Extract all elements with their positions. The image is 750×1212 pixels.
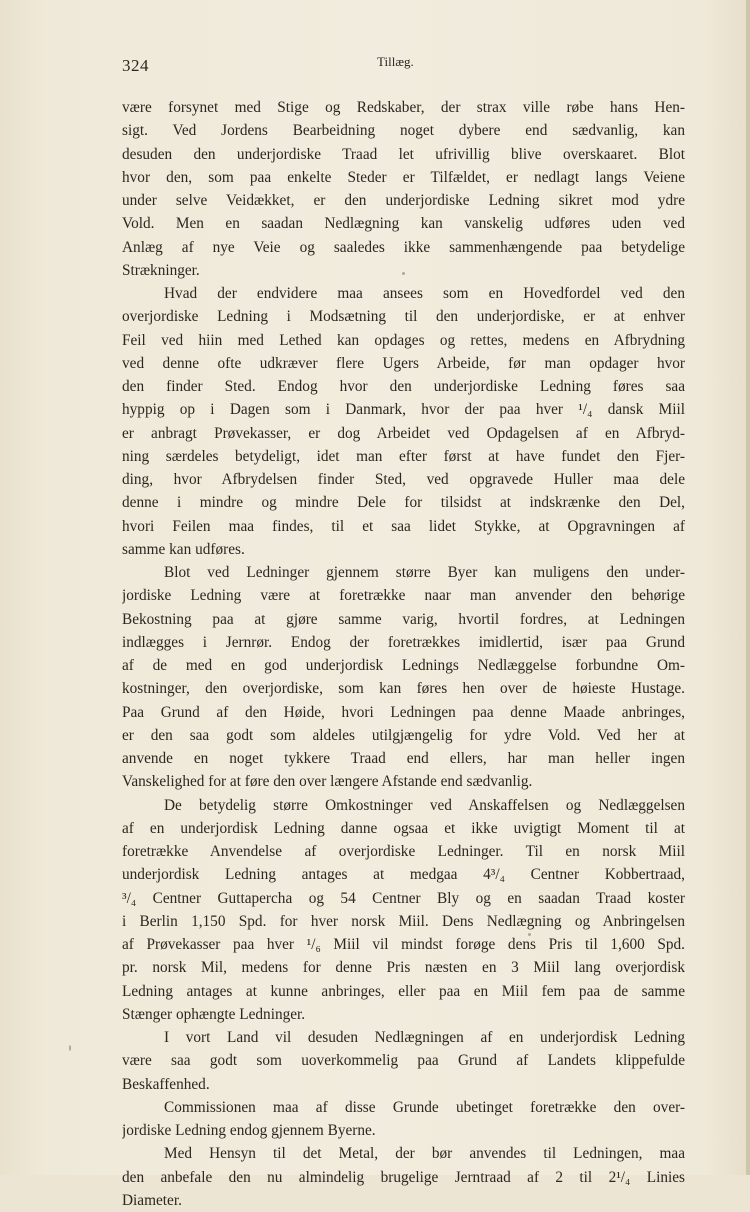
text-line: ³/₄ Centner Guttapercha og 54 Centner Bly og en saadan Traad koster [122, 889, 685, 907]
text-line: hvori Feilen maa findes, til et saa lidet Stykke, at Opgravningen af [122, 517, 685, 535]
text-line: jordiske Ledning endog gjennem Byerne. [122, 1122, 376, 1139]
text-line: er anbragt Prøvekasser, er dog Arbeidet ved Opdagelsen af en Afbryd- [122, 424, 685, 442]
text-line: denne i mindre og mindre Dele for tilsidst at indskrænke den Del, [122, 494, 685, 512]
text-line: Paa Grund af den Høide, hvori Ledningen paa denne Maade anbringes, [122, 703, 685, 721]
text-line: desuden den underjordiske Traad let ufrivillig blive overskaaret. Blot [122, 145, 685, 163]
body-text [122, 96, 685, 1212]
text-line: ning særdeles betydeligt, idet man efter først at have fundet den Fjer- [122, 447, 685, 465]
text-line: Commissionen maa af disse Grunde ubetinget foretrække den over- [164, 1098, 685, 1116]
text-line: den anbefale den nu almindelig brugelige Jerntraad af 2 til 2¹/₄ Linies [122, 1168, 685, 1186]
text-line: Med Hensyn til det Metal, der bør anvendes til Ledningen, maa [164, 1145, 685, 1163]
text-line: I vort Land vil desuden Nedlægningen af en underjordisk Ledning [164, 1029, 685, 1046]
text-line: kostninger, den overjordiske, som kan føres hen over de høieste Hustage. [122, 680, 685, 698]
text-line: under selve Veidækket, er den underjordiske Ledning sikret mod ydre [122, 192, 685, 209]
text-line: være saa godt som uoverkommelig paa Grund af Landets klippefulde [122, 1052, 685, 1070]
text-line: Anlæg af nye Veie og saaledes ikke sammenhængende paa betydelige [122, 238, 685, 256]
text-line: hyppig op i Dagen som i Danmark, hvor der paa hver ¹/₄ dansk Miil [122, 401, 685, 419]
text-line: indlægges i Jernrør. Endog der foretrækkes imidlertid, især paa Grund [122, 633, 685, 651]
page-header [122, 50, 632, 80]
paper-speck [528, 933, 531, 936]
text-line: den finder Sted. Endog hvor den underjordiske Ledning føres saa [122, 378, 685, 395]
paper-speck [69, 1045, 71, 1051]
text-line: af en underjordisk Ledning danne ogsaa et ikke uvigtigt Moment til at [122, 819, 685, 837]
text-line: i Berlin 1,150 Spd. for hver norsk Miil. Dens Nedlægning og Anbringelsen [122, 912, 685, 930]
text-line: De betydelig større Omkostninger ved Anskaffelsen og Nedlæggelsen [164, 796, 685, 814]
text-line: foretrække Anvendelse af overjordiske Ledninger. Til en norsk Miil [122, 843, 685, 860]
running-title: Tillæg. [377, 54, 414, 69]
text-line: Feil ved hiin med Lethed kan opdages og rettes, medens en Afbrydning [122, 331, 685, 349]
paper-speck [402, 272, 405, 275]
text-line: Strækninger. [122, 261, 200, 279]
text-line: hvor den, som paa enkelte Steder er Tilfældet, er nedlagt langs Veiene [122, 168, 685, 186]
page-number: 324 [122, 56, 149, 75]
text-line: Vold. Men en saadan Nedlægning kan vanskelig udføres uden ved [122, 215, 685, 233]
text-line: er den saa godt som aldeles utilgjængelig for ydre Vold. Ved her at [122, 726, 685, 744]
text-line: Stænger ophængte Ledninger. [122, 1005, 306, 1023]
text-line: af de med en god underjordisk Lednings Nedlæggelse forbundne Om- [122, 657, 685, 674]
text-line: af Prøvekasser paa hver ¹/₆ Miil vil mindst forøge dens Pris til 1,600 Spd. [122, 936, 685, 953]
text-line: ved denne ofte udkræver flere Ugers Arbeide, før man opdager hvor [122, 354, 685, 372]
text-line: Bekostning paa at gjøre samme varig, hvortil fordres, at Ledningen [122, 610, 685, 628]
page-edge [746, 0, 750, 1175]
text-line: pr. norsk Mil, medens for denne Pris næsten en 3 Miil lang overjordisk [122, 959, 685, 977]
text-line: overjordiske Ledning i Modsætning til den underjordiske, er at enhver [122, 308, 685, 326]
text-line: anvende en noget tykkere Traad end ellers, har man heller ingen [122, 750, 685, 767]
text-line: være forsynet med Stige og Redskaber, der strax ville røbe hans Hen- [122, 99, 685, 116]
text-line: Diameter. [122, 1191, 182, 1209]
text-line: Hvad der endvidere maa ansees som en Hovedfordel ved den [164, 285, 685, 302]
text-line: samme kan udføres. [122, 540, 245, 558]
text-line: underjordisk Ledning antages at medgaa 4³/₄ Centner Kobbertraad, [122, 866, 685, 884]
text-line: Blot ved Ledninger gjennem større Byer kan muligens den under- [164, 564, 685, 581]
text-line: Beskaffenhed. [122, 1075, 210, 1093]
text-line: sigt. Ved Jordens Bearbeidning noget dybere end sædvanlig, kan [122, 122, 685, 140]
text-line: Vanskelighed for at føre den over længere Afstande end sædvanlig. [122, 773, 533, 791]
text-line: Ledning antages at kunne anbringes, eller paa en Miil fem paa de samme [122, 982, 685, 1000]
text-line: jordiske Ledning være at foretrække naar man anvender den behørige [122, 587, 685, 605]
text-line: ding, hvor Afbrydelsen finder Sted, ved opgravede Huller maa dele [122, 471, 685, 488]
